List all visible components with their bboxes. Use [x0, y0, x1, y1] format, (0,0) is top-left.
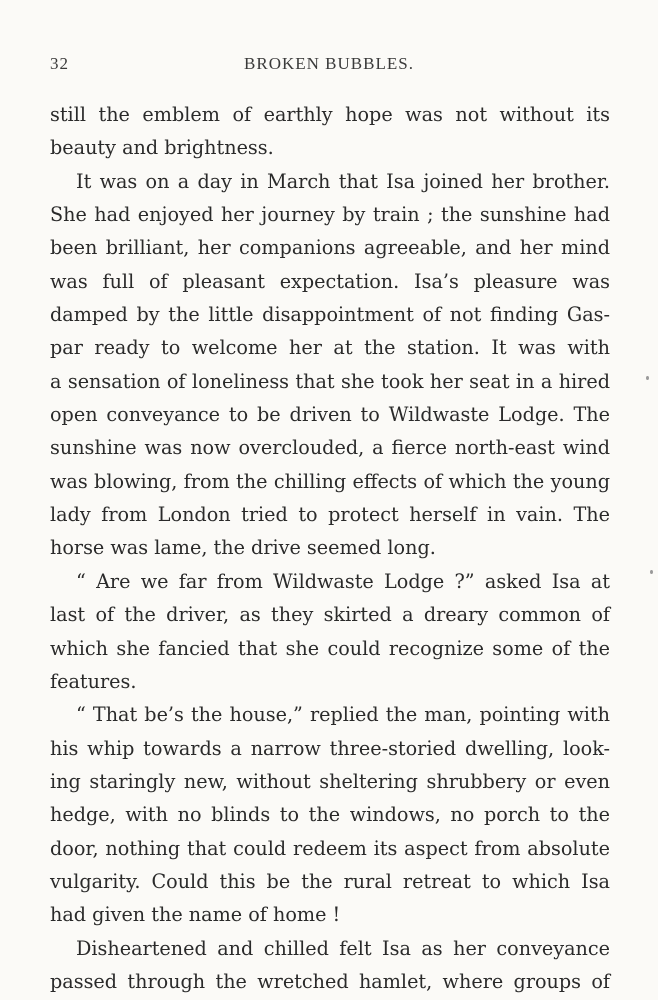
- text-line: passed through the wretched hamlet, where groups of: [50, 969, 610, 993]
- page-number: 32: [50, 54, 69, 73]
- text-line: sunshine was now overclouded, a fierce north-east wind: [50, 436, 610, 460]
- text-line: “ That be’s the house,” replied the man, pointing with: [76, 703, 610, 727]
- running-title: BROKEN BUBBLES.: [244, 54, 414, 73]
- text-line: horse was lame, the drive seemed long.: [50, 536, 436, 560]
- text-line: hedge, with no blinds to the windows, no porch to the: [50, 803, 610, 827]
- text-line: was full of pleasant expectation. Isa’s pleasure was: [50, 269, 610, 293]
- text-line: “ Are we far from Wildwaste Lodge ?” asked Isa at: [76, 569, 610, 593]
- text-line: features.: [50, 669, 137, 693]
- text-line: damped by the little disappointment of not finding Gas-: [50, 303, 610, 327]
- text-line: vulgarity. Could this be the rural retreat to which Isa: [50, 869, 610, 893]
- text-line: last of the driver, as they skirted a dreary common of: [50, 603, 610, 627]
- text-line: had given the name of home !: [50, 903, 341, 927]
- text-line: been brilliant, her companions agreeable, and her mind: [50, 236, 610, 260]
- text-line: open conveyance to be driven to Wildwaste Lodge. The: [50, 403, 610, 427]
- text-line: beauty and brightness.: [50, 136, 274, 160]
- page-speck: [646, 376, 649, 380]
- text-line: par ready to welcome her at the station. It was with: [50, 336, 610, 360]
- text-line: was blowing, from the chilling effects of which the young: [50, 469, 610, 493]
- text-line: which she fancied that she could recognize some of the: [50, 636, 610, 660]
- text-line: She had enjoyed her journey by train ; the sunshine had: [50, 203, 610, 227]
- body-text: [50, 98, 610, 998]
- text-line: a sensation of loneliness that she took her seat in a hired: [50, 369, 610, 393]
- text-line: lady from London tried to protect herself in vain. The: [50, 503, 610, 527]
- text-line: door, nothing that could redeem its aspect from absolute: [50, 836, 610, 860]
- page-header: [50, 54, 608, 78]
- text-line: Disheartened and chilled felt Isa as her conveyance: [76, 936, 610, 960]
- page-speck: [650, 570, 653, 574]
- text-line: still the emblem of earthly hope was not without its: [50, 103, 610, 126]
- text-line: It was on a day in March that Isa joined her brother.: [76, 169, 610, 193]
- text-line: ing staringly new, without sheltering shrubbery or even: [50, 769, 610, 793]
- text-line: his whip towards a narrow three-storied dwelling, look-: [50, 736, 610, 760]
